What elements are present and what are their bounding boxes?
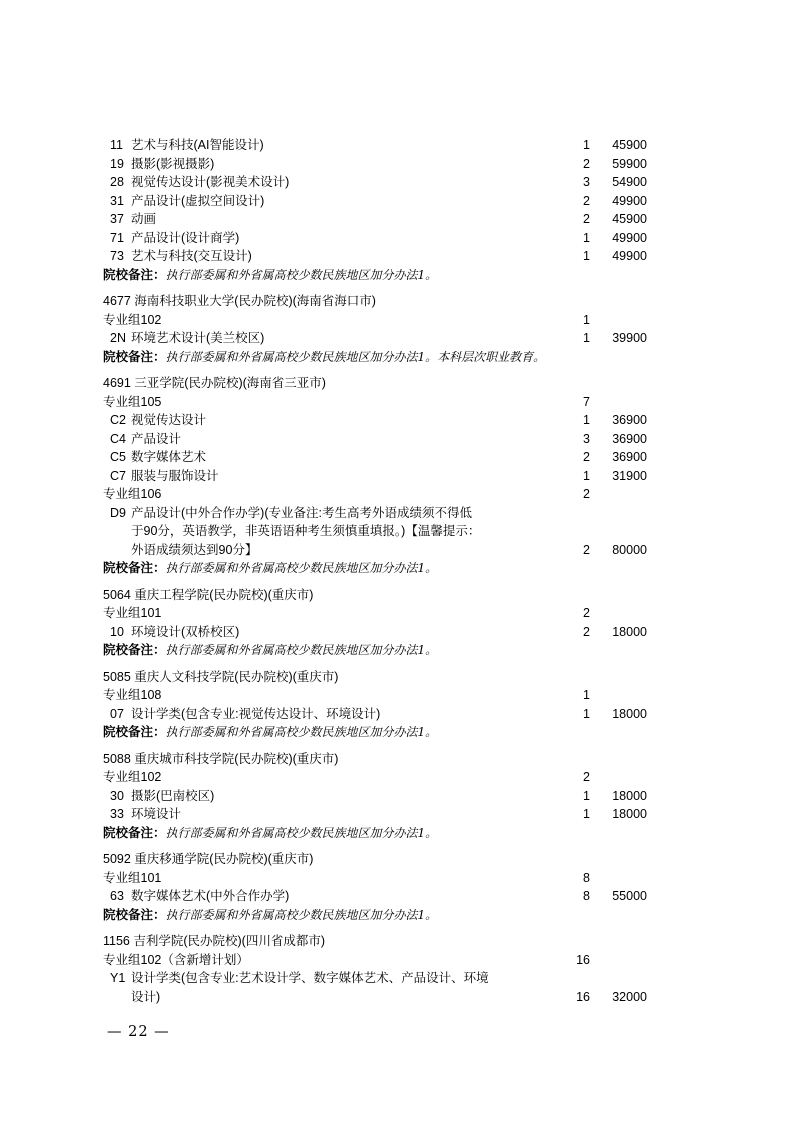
major-name-line: 摄影(影视摄影)	[131, 156, 215, 171]
major-row	[103, 448, 647, 467]
major-name-line: 数字媒体艺术(中外合作办学)	[131, 889, 290, 903]
major-name-line: 视觉传达设计(影视美术设计)	[131, 175, 290, 189]
major-name-line: 环境设计(双桥校区)	[131, 624, 240, 639]
major-name	[131, 192, 264, 211]
plan-count: 7	[583, 394, 590, 409]
tuition-fee: 18000	[612, 624, 647, 639]
remark-row	[103, 559, 647, 578]
remark-row	[103, 824, 647, 843]
major-text	[110, 887, 647, 906]
remark-text: 执行部委属和外省属高校少数民族地区加分办法1。	[165, 907, 438, 922]
tuition-fee: 55000	[612, 889, 647, 903]
major-name-line: 产品设计(虚拟空间设计)	[131, 193, 265, 208]
major-row	[103, 192, 647, 211]
plan-count: 8	[583, 870, 590, 885]
major-row	[103, 969, 647, 1006]
plan-count: 2	[583, 542, 590, 557]
major-text	[110, 210, 647, 229]
major-row	[103, 805, 647, 824]
major-name	[131, 329, 264, 348]
tuition-fee: 36900	[612, 413, 647, 427]
major-name-line: 摄影(巴南校区)	[131, 788, 215, 803]
major-group-row	[103, 686, 647, 705]
section-rows	[103, 686, 647, 742]
major-name-line: 环境设计	[131, 807, 182, 821]
major-name-line: 视觉传达设计	[131, 413, 207, 427]
major-row	[103, 787, 647, 806]
remark-text: 执行部委属和外省属高校少数民族地区加分办法1。	[165, 643, 438, 657]
major-text	[110, 229, 647, 248]
major-code: 10	[110, 624, 124, 639]
plan-count: 2	[583, 212, 590, 226]
major-text	[110, 623, 647, 642]
major-name	[131, 467, 219, 486]
plan-count: 1	[583, 312, 590, 327]
plan-count: 1	[583, 138, 590, 152]
major-text	[110, 467, 647, 486]
major-code: 28	[110, 175, 124, 189]
major-code: 19	[110, 156, 124, 171]
plan-count: 2	[583, 624, 590, 639]
university-section	[103, 932, 647, 1006]
major-row	[103, 467, 647, 486]
major-name	[131, 247, 252, 266]
plan-count: 2	[583, 606, 590, 620]
tuition-fee: 49900	[612, 249, 647, 263]
section-rows	[103, 393, 647, 578]
section-rows	[103, 768, 647, 842]
university-header: 5064 重庆工程学院(民办院校)(重庆市)	[103, 587, 314, 602]
university-section	[103, 292, 647, 366]
major-name	[131, 805, 181, 824]
major-text	[110, 136, 647, 155]
remark-label: 院校备注：	[103, 825, 166, 840]
tuition-fee: 18000	[612, 807, 647, 821]
tuition-fee: 36900	[612, 431, 647, 446]
major-group-row	[103, 768, 647, 787]
plan-count: 1	[583, 331, 590, 345]
university-section	[103, 586, 647, 660]
remark-label: 院校备注：	[103, 349, 166, 364]
major-code: 2N	[110, 331, 126, 345]
remark-row	[103, 266, 647, 285]
university-section	[103, 136, 647, 284]
plan-count: 3	[583, 431, 590, 446]
major-code: 71	[110, 230, 124, 245]
tuition-fee: 32000	[612, 989, 647, 1004]
major-name-line: 数字媒体艺术	[131, 450, 207, 464]
major-code: 11	[110, 138, 123, 152]
plan-count: 2	[583, 770, 590, 784]
major-row	[103, 136, 647, 155]
major-group-label: 专业组106	[103, 487, 162, 501]
major-group-label: 专业组101	[103, 870, 162, 885]
major-name-line: 环境艺术设计(美兰校区)	[131, 331, 265, 345]
major-text	[110, 411, 647, 430]
major-name-line: 产品设计	[131, 431, 182, 446]
major-name	[131, 504, 480, 560]
major-row	[103, 329, 647, 348]
plan-count: 2	[583, 156, 590, 171]
major-code: 31	[110, 193, 124, 208]
remark-text: 执行部委属和外省属高校少数民族地区加分办法1。	[165, 267, 438, 282]
major-group-row	[103, 869, 647, 888]
major-row	[103, 623, 647, 642]
university-header: 5085 重庆人文科技学院(民办院校)(重庆市)	[103, 669, 339, 684]
major-text	[110, 155, 647, 174]
major-name	[131, 969, 489, 1006]
section-rows	[103, 951, 647, 1007]
major-code: D9	[110, 505, 126, 520]
major-row	[103, 155, 647, 174]
plan-count: 3	[583, 175, 590, 189]
tuition-fee: 31900	[612, 468, 647, 483]
major-code: 37	[110, 212, 124, 226]
major-text	[110, 430, 647, 449]
university-header: 1156 吉利学院(民办院校)(四川省成都市)	[103, 934, 326, 948]
plan-count: 2	[583, 193, 590, 208]
plan-count: 16	[576, 952, 590, 967]
major-name	[131, 448, 206, 467]
major-text	[110, 969, 647, 1006]
remark-label: 院校备注：	[103, 267, 166, 282]
major-name-line: 艺术与科技(交互设计)	[131, 249, 252, 263]
major-name	[131, 136, 264, 155]
remark-label: 院校备注：	[103, 561, 166, 575]
major-text	[110, 329, 647, 348]
major-name-line: 动画	[131, 212, 157, 226]
section-rows	[103, 869, 647, 925]
major-group-label: 专业组101	[103, 606, 162, 620]
section-rows	[103, 136, 647, 284]
plan-count: 1	[583, 249, 590, 263]
section-rows	[103, 604, 647, 660]
tuition-fee: 18000	[612, 706, 647, 721]
major-row	[103, 210, 647, 229]
remark-label: 院校备注：	[103, 907, 166, 922]
plan-count: 2	[583, 450, 590, 464]
remark-row	[103, 641, 647, 660]
section-rows	[103, 311, 647, 367]
major-name	[131, 430, 181, 449]
major-row	[103, 504, 647, 560]
plan-count: 1	[583, 807, 590, 821]
major-text	[110, 787, 647, 806]
major-text	[110, 705, 647, 724]
major-name	[131, 210, 156, 229]
major-row	[103, 430, 647, 449]
major-group-row	[103, 393, 647, 412]
major-code: C7	[110, 468, 126, 483]
major-row	[103, 705, 647, 724]
plan-count: 1	[583, 688, 590, 702]
plan-count: 1	[583, 788, 590, 803]
major-group-row	[103, 485, 647, 504]
major-group-label: 专业组102（含新增计划）	[103, 952, 249, 967]
major-name-line: 艺术与科技(AI智能设计)	[131, 138, 264, 152]
major-name	[131, 887, 289, 906]
major-code: 63	[110, 889, 124, 903]
major-code: 73	[110, 249, 124, 263]
major-name-line: 产品设计(中外合作办学)(专业备注:考生高考外语成绩须不得低	[131, 505, 472, 520]
remark-text: 执行部委属和外省属高校少数民族地区加分办法1。	[165, 825, 438, 840]
remark-row	[103, 906, 647, 925]
remark-text: 执行部委属和外省属高校少数民族地区加分办法1。	[165, 725, 438, 739]
major-row	[103, 887, 647, 906]
major-row	[103, 173, 647, 192]
university-header: 4677 海南科技职业大学(民办院校)(海南省海口市)	[103, 294, 376, 308]
major-text	[110, 504, 647, 560]
plan-count: 1	[583, 230, 590, 245]
major-text	[110, 448, 647, 467]
major-group-label: 专业组102	[103, 770, 162, 784]
major-row	[103, 411, 647, 430]
major-code: Y1	[110, 971, 126, 985]
tuition-fee: 49900	[612, 193, 647, 208]
major-group-row	[103, 604, 647, 623]
major-name	[131, 155, 214, 174]
major-text	[110, 247, 647, 266]
major-name	[131, 411, 206, 430]
major-group-label: 专业组102	[103, 312, 162, 327]
remark-label: 院校备注：	[103, 725, 166, 739]
tuition-fee: 36900	[612, 450, 647, 464]
remark-row	[103, 723, 647, 742]
major-code: C2	[110, 413, 126, 427]
university-header: 5088 重庆城市科技学院(民办院校)(重庆市)	[103, 751, 339, 766]
plan-list	[103, 136, 647, 1006]
major-name	[131, 173, 289, 192]
university-section	[103, 668, 647, 742]
major-name-line: 外语成绩须达到90分】	[131, 542, 258, 557]
major-group-row	[103, 311, 647, 330]
page-number: — 22 —	[107, 1024, 170, 1040]
major-name-line: 设计学类(包含专业:艺术设计学、数字媒体艺术、产品设计、环境	[131, 971, 489, 985]
university-section	[103, 850, 647, 924]
tuition-fee: 45900	[612, 138, 647, 152]
university-section	[103, 750, 647, 843]
major-text	[110, 173, 647, 192]
tuition-fee: 49900	[612, 230, 647, 245]
major-name-line: 产品设计(设计商学)	[131, 230, 240, 245]
major-name-line: 服装与服饰设计	[131, 468, 219, 483]
major-code: 33	[110, 807, 124, 821]
plan-count: 1	[583, 413, 590, 427]
remark-text: 执行部委属和外省属高校少数民族地区加分办法1。本科层次职业教育。	[165, 349, 546, 364]
major-group-row	[103, 951, 647, 970]
major-name-line: 于90分，英语教学，非英语语种考生须慎重填报。)【温馨提示：	[131, 524, 481, 538]
major-code: C4	[110, 431, 126, 446]
tuition-fee: 80000	[612, 542, 647, 557]
plan-count: 1	[583, 468, 590, 483]
tuition-fee: 59900	[612, 156, 647, 171]
major-name	[131, 705, 380, 724]
plan-count: 8	[583, 889, 590, 903]
major-name	[131, 229, 239, 248]
tuition-fee: 18000	[612, 788, 647, 803]
plan-count: 16	[576, 989, 590, 1004]
major-row	[103, 229, 647, 248]
major-row	[103, 247, 647, 266]
university-header: 4691 三亚学院(民办院校)(海南省三亚市)	[103, 376, 326, 390]
major-name-line: 设计学类(包含专业:视觉传达设计、环境设计)	[131, 706, 381, 721]
remark-label: 院校备注：	[103, 643, 166, 657]
university-section	[103, 374, 647, 578]
plan-count: 2	[583, 487, 590, 501]
major-name-line: 设计)	[131, 989, 161, 1004]
remark-text: 执行部委属和外省属高校少数民族地区加分办法1。	[165, 561, 438, 575]
plan-count: 1	[583, 706, 590, 721]
major-text	[110, 192, 647, 211]
major-name	[131, 623, 239, 642]
tuition-fee: 45900	[612, 212, 647, 226]
major-code: 30	[110, 788, 124, 803]
major-name	[131, 787, 214, 806]
major-code: 07	[110, 706, 124, 721]
major-text	[110, 805, 647, 824]
major-group-label: 专业组105	[103, 394, 162, 409]
tuition-fee: 54900	[612, 175, 647, 189]
remark-row	[103, 348, 647, 367]
major-code: C5	[110, 450, 126, 464]
tuition-fee: 39900	[612, 331, 647, 345]
major-group-label: 专业组108	[103, 688, 162, 702]
university-header: 5092 重庆移通学院(民办院校)(重庆市)	[103, 852, 314, 866]
